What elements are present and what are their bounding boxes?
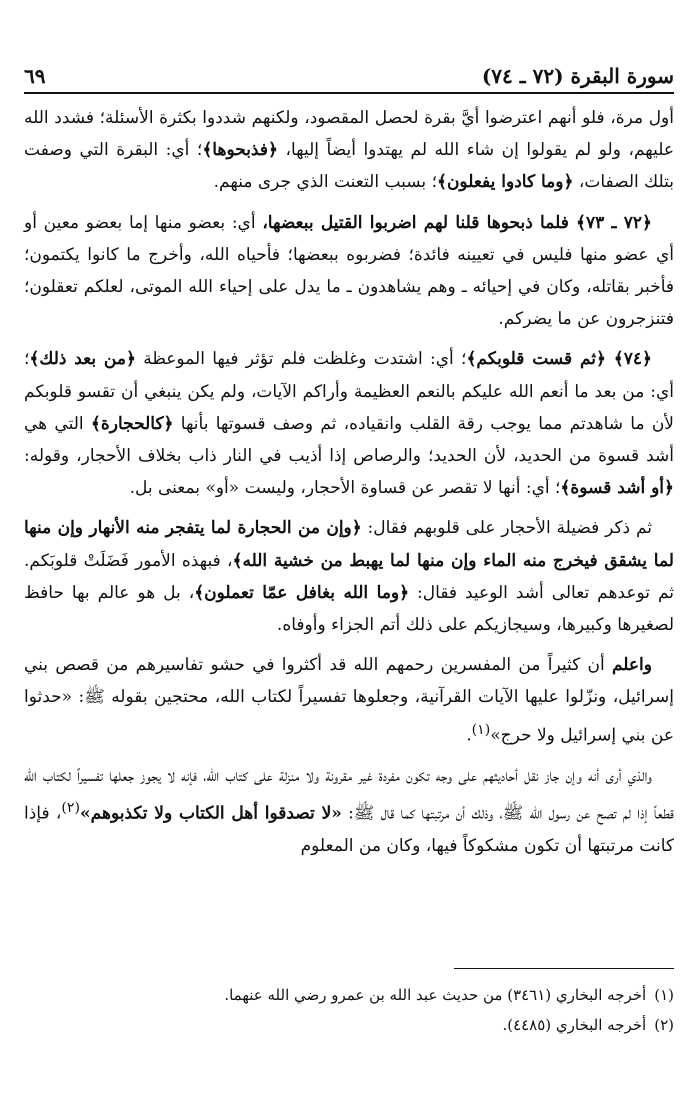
p3-quran-2: ﴿من بعد ذلك﴾ — [29, 349, 136, 370]
p3-text-1: ؛ أي: اشتدت وغلظت فلم تؤثر فيها الموعظة — [135, 349, 467, 370]
p2-text: أي: بعضو منها إما بعضو معين أو أي عضو منها فليس في تعيينه فائدة؛ فضربوه ببعضها؛ فأحياه الله، وأخرج ما كانوا يكتمون؛ فأخبر بقاتله، وكان في إحيائه ـ وهم يشاهدون ـ ما يدل على إحياء الله الموتى، لعلكم تعقلون؛ فتنزجرون عن ما يضركم. — [24, 212, 674, 330]
p3-quran-4: ﴿أو أشد قسوة﴾ — [560, 478, 674, 499]
p4-quran-1: ﴿وإن من الحجارة لما يتفجر منه الأنهار وإن منها لما يشقق فيخرج منه الماء وإن منها لما يهبط من خشية الله﴾ — [24, 518, 674, 571]
p3-text-4: ؛ أي: أنها لا تقصر عن قساوة الأحجار، وليست «أو» بمعنى بل. — [129, 478, 561, 499]
footnote-text: أخرجه البخاري (٣٤٦١) من حديث عبد الله بن عمرو رضي الله عنهما. — [224, 986, 647, 1004]
p5-end: . — [466, 725, 472, 746]
paragraph-1 — [24, 102, 674, 199]
p1-quran-1: ﴿فذبحوها﴾ — [202, 140, 278, 161]
page-header — [24, 60, 674, 88]
p4-text-3: ، بل هو عالم بها حافظ لصغيرها وكبيرها، وسيجازيكم على ذلك أتم الجزاء وأوفاه. — [24, 582, 674, 636]
p2-quran-1: ﴿٧٢ ـ ٧٣﴾ فلما ذبحوها قلنا لهم اضربوا القتيل ببعضها، — [262, 212, 652, 233]
footnote-ref-1[interactable]: (١) — [471, 721, 491, 738]
footnote-1 — [24, 980, 674, 1010]
p6-text-2: ، فإذا كانت مرتبتها أن تكون مشكوكاً فيها، وكان من المعلوم — [24, 803, 674, 856]
main-text — [24, 102, 674, 870]
p6-hadith: «لا تصدقوا أهل الكتاب ولا تكذبوهم» — [80, 803, 342, 824]
footnote-divider — [454, 968, 674, 969]
p3-text-2: ؛ أي: من بعد ما أنعم الله عليكم بالنعم العظيمة وأراكم الآيات، ولم يكن ينبغي أن تقسو قلوبكم لأن ما شاهدتم مما يوجب رقة القلب وانقياده، ثم وصف قسوتها بأنها — [24, 349, 674, 434]
paragraph-4 — [24, 512, 674, 641]
page-number: ٦٩ — [24, 64, 46, 88]
footnote-number: (٢) — [654, 1016, 674, 1034]
p3-text-3: التي هي أشد قسوة من الحديد، لأن الحديد؛ والرصاص إذا أذيب في النار ذاب بخلاف الأحجار، وقوله: — [24, 413, 674, 467]
p4-quran-2: ﴿وما الله بغافل عمّا تعملون﴾ — [194, 582, 410, 603]
p3-quran-1: ﴿٧٤﴾ ﴿ثم قست قلوبكم﴾ — [466, 349, 652, 370]
paragraph-5 — [24, 649, 674, 751]
p1-text-2: ؛ أي: البقرة التي وصفت بتلك الصفات، — [24, 140, 674, 193]
p1-text-3: ؛ بسبب التعنت الذي جرى منهم. — [213, 172, 437, 193]
paragraph-2 — [24, 207, 674, 336]
footnote-2 — [24, 1010, 674, 1040]
p3-quran-3: ﴿كالحجارة﴾ — [90, 413, 174, 434]
p6-text-1: والذي أرى أنه وإن جاز نقل أحاديثهم على وجه تكون مفردة غير مقرونة ولا منزلة على كتاب الله، فإنه لا يجوز جعلها تفسيراً لكتاب الله قطعاً إذا لم تصح عن رسول الله ﷺ، وذلك أن مرتبتها كما قال ﷺ: — [24, 765, 674, 824]
header-divider — [24, 92, 674, 94]
footnote-ref-2[interactable]: (٢) — [61, 799, 81, 816]
p5-text: أن كثيراً من المفسرين رحمهم الله قد أكثروا في حشو تفاسيرهم من قصص بني إسرائيل، ونزّلوا عليها الآيات القرآنية، وجعلوها تفسيراً لكتاب الله، محتجين بقوله ﷺ: «حدثوا عن بني إسرائيل ولا حرج» — [24, 655, 674, 746]
p4-text-2: ، فبهذه الأمور فَضَلَتْ قلوبَكم. ثم توعدهم تعالى أشد الوعيد فقال: — [24, 550, 675, 603]
p1-text: أول مرة، فلو أنهم اعترضوا أيَّ بقرة لحصل المقصود، ولكنهم شددوا بكثرة الأسئلة؛ فشدد الله عليهم، ولو لم يقولوا إن شاء الله لم يهتدوا أيضاً إليها، — [24, 108, 674, 161]
surah-title: سورة البقرة (٧٢ ـ ٧٤) — [481, 64, 674, 88]
p4-text-1: ثم ذكر فضيلة الأحجار على قلوبهم فقال: — [361, 518, 652, 539]
footnote-text: أخرجه البخاري (٤٤٨٥). — [502, 1016, 647, 1034]
p5-lead: واعلم — [611, 655, 652, 676]
p1-quran-2: ﴿وما كادوا يفعلون﴾ — [436, 172, 574, 193]
paragraph-3 — [24, 343, 674, 504]
footnotes — [24, 980, 674, 1040]
footnote-number: (١) — [654, 986, 674, 1004]
paragraph-6 — [24, 760, 674, 862]
